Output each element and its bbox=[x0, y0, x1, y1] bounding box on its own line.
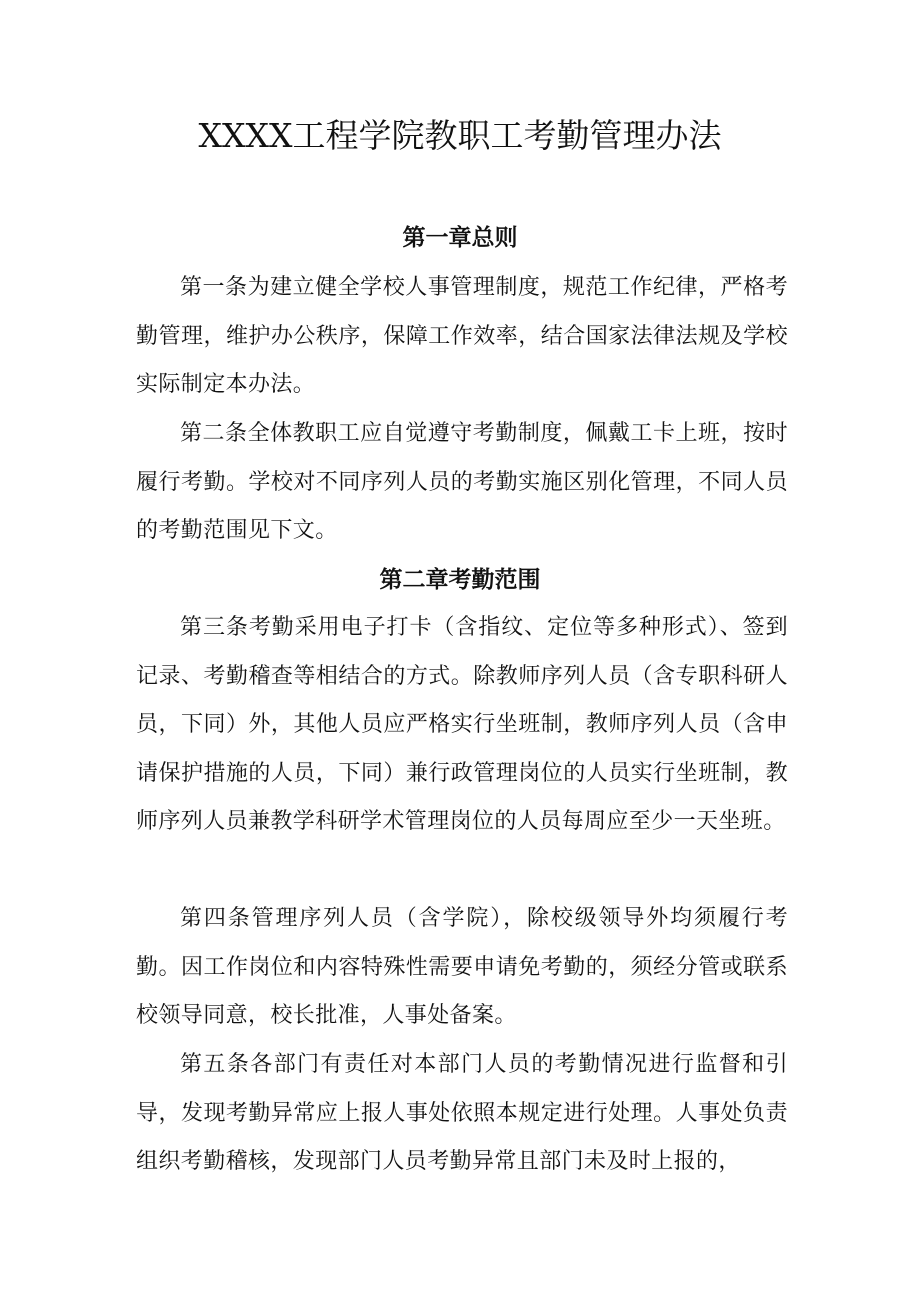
article-paragraph: 第一条为建立健全学校人事管理制度，规范工作纪律，严格考勤管理，维护办公秩序，保障工作效率，结合国家法律法规及学校实际制定本办法。 bbox=[136, 275, 788, 398]
article-paragraph: 第二条全体教职工应自觉遵守考勤制度，佩戴工卡上班，按时履行考勤。学校对不同序列人员的考勤实施区别化管理，不同人员的考勤范围见下文。 bbox=[136, 421, 788, 544]
article-paragraph: 第三条考勤采用电子打卡（含指纹、定位等多种形式）、签到记录、考勤稽查等相结合的方式。除教师序列人员（含专职科研人员，下同）外，其他人员应严格实行坐班制，教师序列人员（含申请保护措施的人员，下同）兼行政管理岗位的人员实行坐班制，教师序列人员兼教学科研学术管理岗位的人员每周应至少一天坐班。 bbox=[136, 615, 788, 835]
chapter-heading: 第二章考勤范围 bbox=[379, 567, 541, 593]
article-paragraph: 第五条各部门有责任对本部门人员的考勤情况进行监督和引导，发现考勤异常应上报人事处依照本规定进行处理。人事处负责组织考勤稽核，发现部门人员考勤异常且部门未及时上报的， bbox=[136, 1052, 788, 1175]
article-paragraph: 第四条管理序列人员（含学院），除校级领导外均须履行考勤。因工作岗位和内容特殊性需要申请免考勤的，须经分管或联系校领导同意，校长批准，人事处备案。 bbox=[136, 906, 788, 1029]
document-title: XXXX工程学院教职工考勤管理办法 bbox=[198, 116, 722, 155]
chapter-heading: 第一章总则 bbox=[402, 225, 518, 251]
